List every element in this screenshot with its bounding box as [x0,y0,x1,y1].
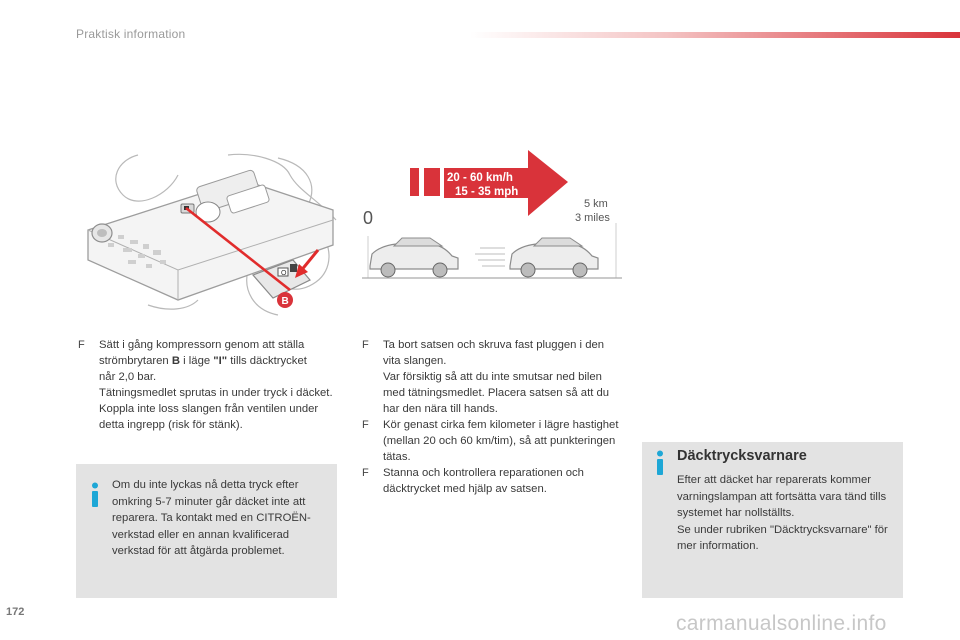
header-gradient-bar [470,32,960,38]
info-text [677,472,899,555]
instruction-start-compressor [78,337,340,433]
instruction-check [362,465,624,497]
text-line: når 2,0 bar. [99,371,157,383]
speed-kmh-label: 20 - 60 km/h [447,172,513,184]
bullet-marker: F [362,467,369,479]
info-paragraph: Efter att däcket har reparerats kommer varningslampan att fortsätta vara tänd tills systemet har nollställts. [677,474,887,520]
text-line: Sätt i gång kompressorn genom att ställa [99,339,305,351]
left-instructions [78,337,340,433]
bullet-text: Ta bort satsen och skruva fast pluggen i den vita slangen. [383,339,605,367]
position-label: "I" [213,355,228,367]
distance-km-label: 5 km [584,198,608,210]
middle-instructions [362,337,624,497]
car-moving-icon [510,238,598,277]
bullet-marker: F [362,419,369,431]
info-box-tpms [642,442,903,598]
info-icon [653,450,667,476]
switch-mark-label: O [281,270,287,277]
speed-mph-label: 15 - 35 mph [455,186,519,198]
text-fragment: strömbrytaren [99,355,172,367]
driving-speed-illustration [360,148,625,293]
bullet-text [99,337,340,385]
info-text: Om du inte lyckas nå detta tryck efter omkring 5-7 minuter går däcket inte att reparera. Ta kontakt med en CITROËN-verkstad eller en annan kvalificerad verkstad för att åtgärda problemet. [112,479,311,558]
distance-miles-label: 3 miles [575,212,610,224]
switch-label-b: B [171,355,180,367]
instruction-drive [362,417,624,465]
page-number: 172 [6,606,25,618]
text-fragment: i läge [180,355,214,367]
instruction-remove-kit [362,337,624,417]
info-box-pressure [76,464,337,598]
bullet-marker: F [362,339,369,351]
bullet-marker: F [78,339,85,351]
car-start-icon [370,238,458,277]
sealant-note: Tätningsmedlet sprutas in under tryck i däcket. Koppla inte loss slangen från ventilen under detta ingrepp (risk för stänk). [99,387,333,431]
info-icon [88,482,102,508]
info-title: Däcktrycksvarnare [677,448,807,464]
text-fragment: tills däcktrycket [227,355,307,367]
page-section-title: Praktisk information [76,27,186,41]
bullet-text: Kör genast cirka fem kilometer i lägre hastighet (mellan 20 och 60 km/tim), så att punkteringen tätas. [383,419,619,463]
motion-lines [475,248,505,266]
bullet-text-extra: Var försiktig så att du inte smutsar ned bilen med tätningsmedlet. Placera satsen så att du har den nära till hands. [383,371,610,415]
start-zero-label: 0 [363,208,374,228]
compressor-kit-illustration [78,150,340,320]
info-paragraph: Se under rubriken "Däcktrycksvarnare" för mer information. [677,523,888,553]
watermark: carmanualsonline.info [676,612,887,635]
label-b-marker: B [281,296,289,307]
bullet-text: Stanna och kontrollera reparationen och däcktrycket med hjälp av satsen. [383,467,584,495]
